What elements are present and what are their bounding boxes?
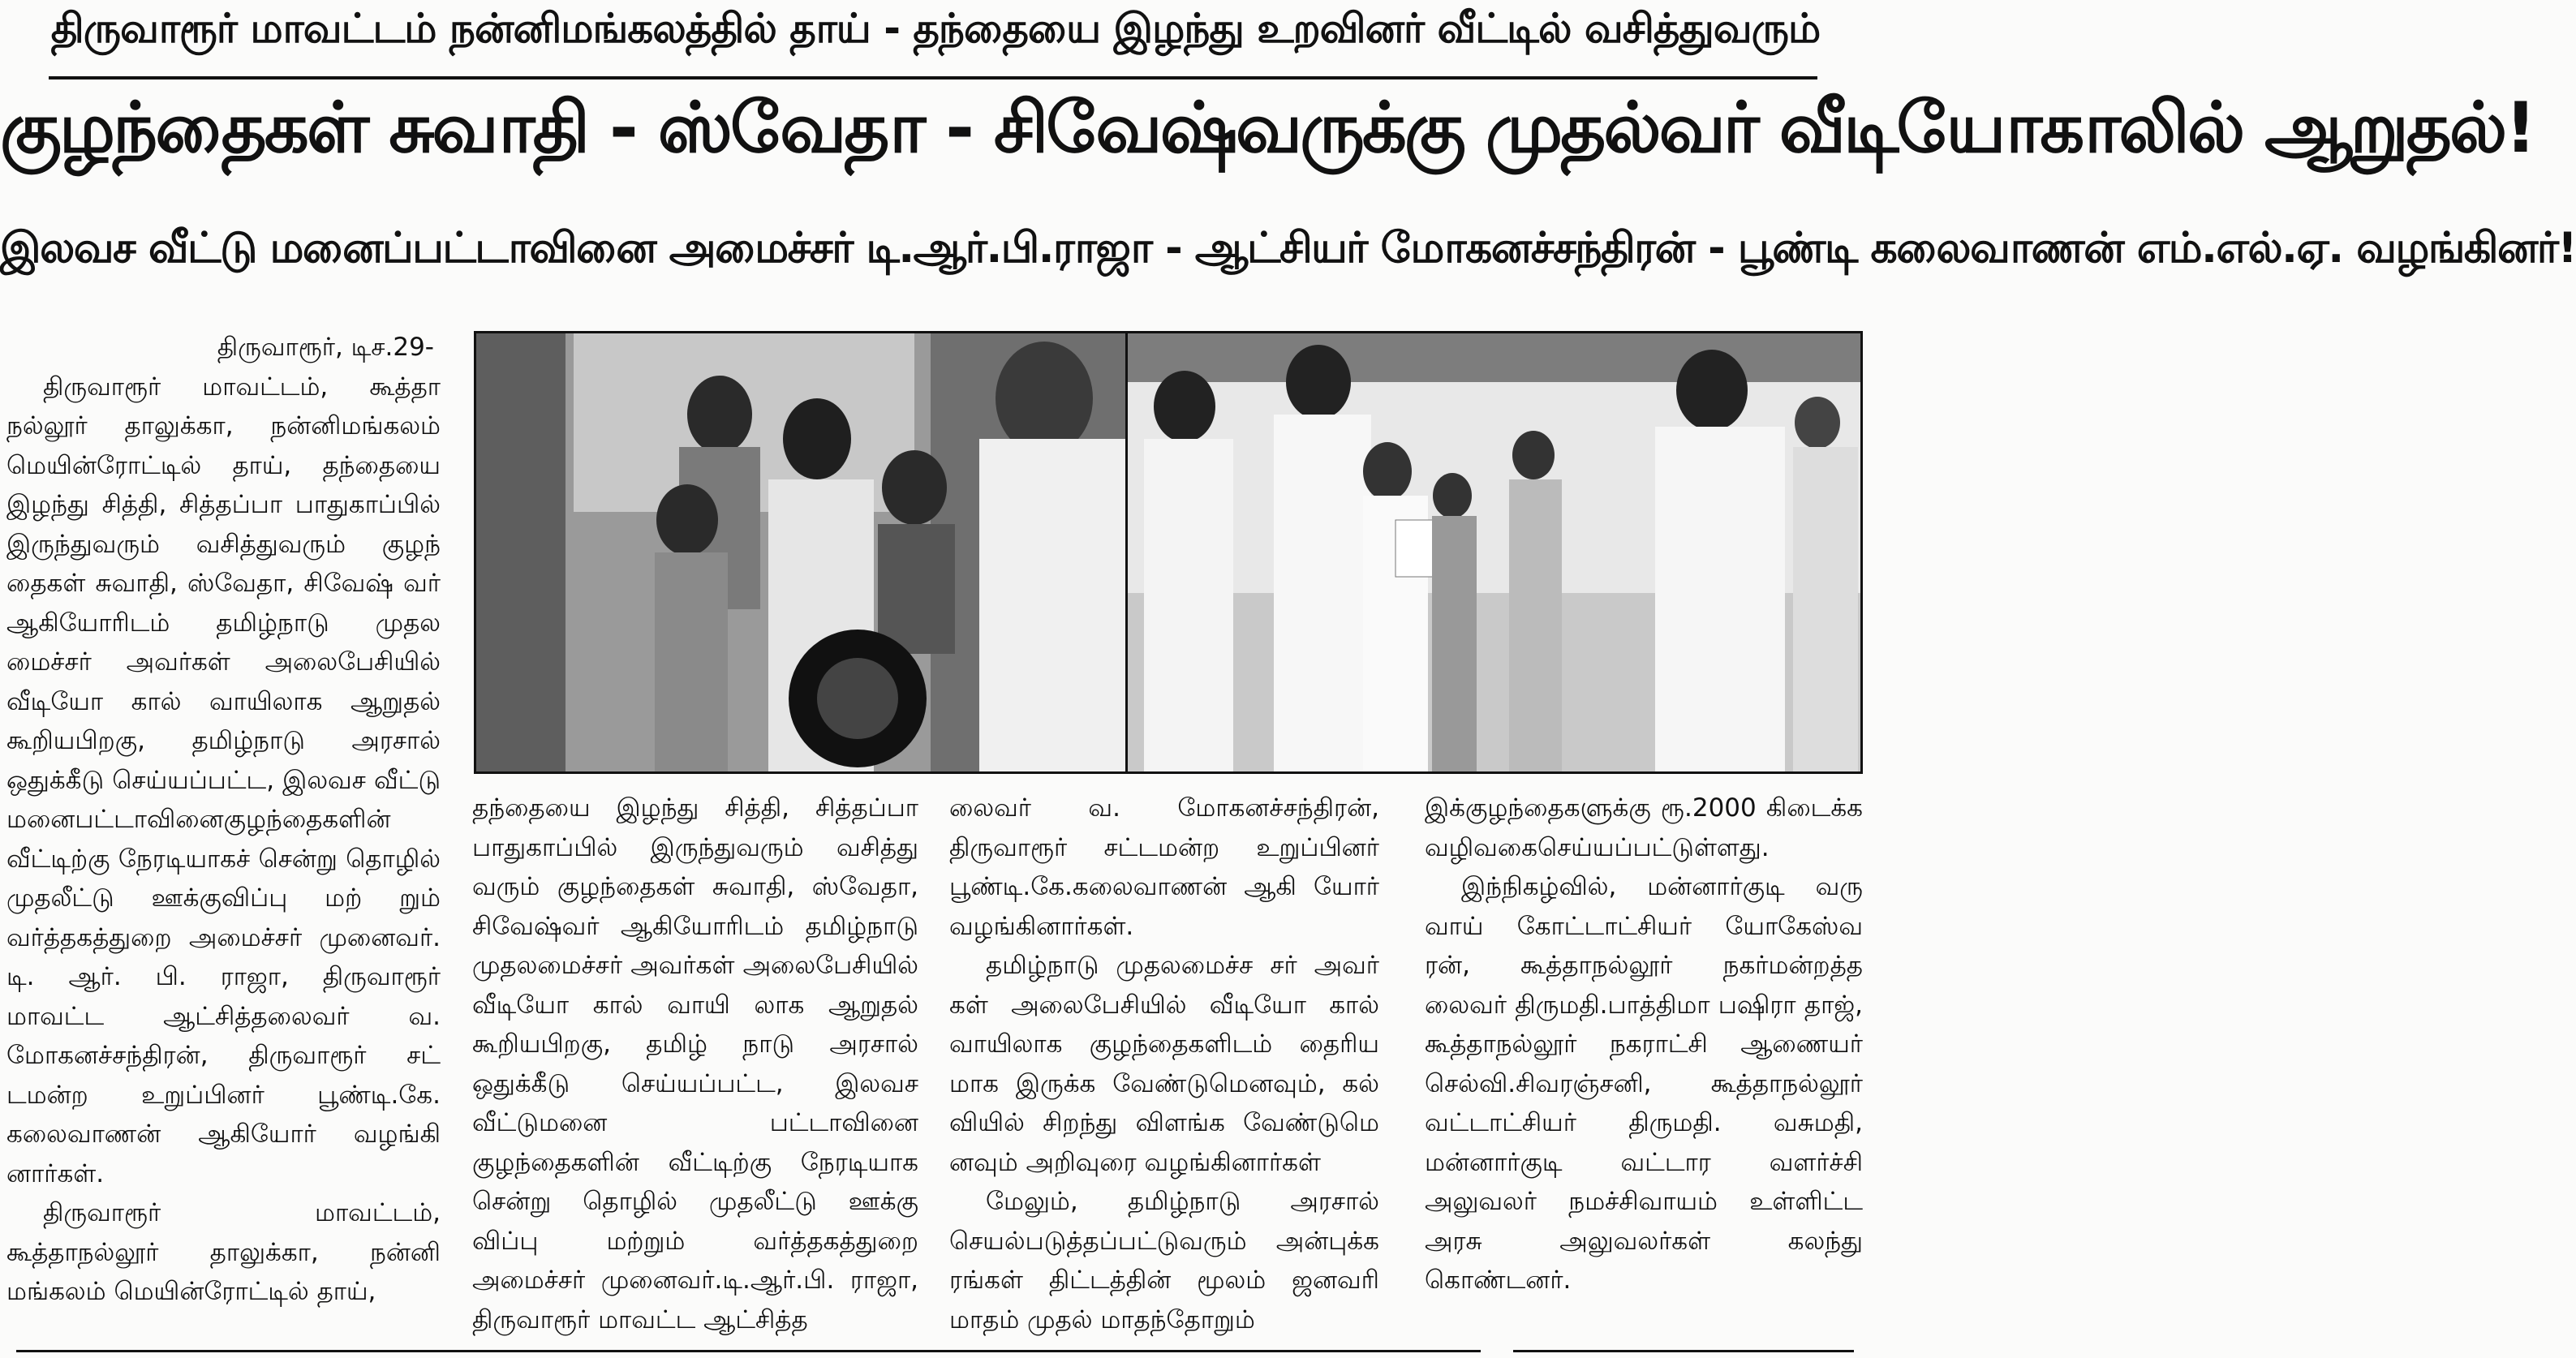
- bottom-divider-left: [16, 1350, 1481, 1352]
- article-column-1: [6, 328, 441, 1312]
- paragraph: திருவாரூர் மாவட்டம், கூத்தா நல்லூர் தாலுக்கா, நன்னிமங்கலம் மெயின்ரோட்டில் தாய், தந்தையை இழந்து சித்தி, சித்தப்பா பாதுகாப்பில் இருந்துவரும் வசித்துவரும் குழந் தைகள் சுவாதி, ஸ்வேதா, சிவேஷ் வர் ஆகியோரிடம் தமிழ்நாடு முதல மைச்சர் அவர்கள் அலைபேசியில் வீடியோ கால் வாயிலாக ஆறுதல் கூறியபிறகு, தமிழ்நாடு அரசால் ஒதுக்கீடு செய்யப்பட்ட, இலவச வீட்டு மனைபட்டாவினைகுழந்தைகளின் வீட்டிற்கு நேரடியாகச் சென்று தொழில் முதலீட்டு ஊக்குவிப்பு மற் றும் வர்த்தகத்துறை அமைச்சர் முனைவர். டி. ஆர். பி. ராஜா, திருவாரூர் மாவட்ட ஆட்சித்தலைவர் வ. மோகனச்சந்திரன், திருவாரூர் சட் டமன்ற உறுப்பினர் பூண்டி.கே. கலைவாணன் ஆகியோர் வழங்கி னார்கள்.: [6, 372, 441, 1188]
- main-headline: குழந்தைகள் சுவாதி - ஸ்வேதா - சிவேஷ்வருக்கு முதல்வர் வீடியோகாலில் ஆறுதல்!: [0, 88, 2535, 169]
- paragraph: லைவர் வ. மோகனச்சந்திரன், திருவாரூர் சட்டமன்ற உறுப்பினர் பூண்டி.கே.கலைவாணன் ஆகி யோர் வழங்கினார்கள்.: [949, 793, 1379, 941]
- paragraph: இக்குழந்தைகளுக்கு ரூ.2000 கிடைக்க வழிவகைசெய்யப்பட்டுள்ளது.: [1425, 793, 1863, 862]
- paragraph: தந்தையை இழந்து சித்தி, சித்தப்பா பாதுகாப்பில் இருந்துவரும் வசித்து வரும் குழந்தைகள் சுவாதி, ஸ்வேதா, சிவேஷ்வர் ஆகியோரிடம் தமிழ்நாடு முதலமைச்சர் அவர்கள் அலைபேசியில் வீடியோ கால் வாயி லாக ஆறுதல் கூறியபிறகு, தமிழ் நாடு அரசால் ஒதுக்கீடு செய்யப்பட்ட, இலவச வீட்டுமனை பட்டாவினை குழந்தைகளின் வீட்டிற்கு நேரடியாக சென்று தொழில் முதலீட்டு ஊக்கு விப்பு மற்றும் வர்த்தகத்துறை அமைச்சர் முனைவர்.டி.ஆர்.பி. ராஜா, திருவாரூர் மாவட்ட ஆட்சித்த: [472, 793, 918, 1334]
- article-column-2: [472, 789, 918, 1339]
- kicker-headline: திருவாரூர் மாவட்டம் நன்னிமங்கலத்தில் தாய் - தந்தையை இழந்து உறவினர் வீட்டில் வசித்துவரும்: [50, 5, 1821, 52]
- paragraph: தமிழ்நாடு முதலமைச்ச சர் அவர் கள் அலைபேசியில் வீடியோ கால் வாயிலாக குழந்தைகளிடம் தைரிய மாக இருக்க வேண்டுமெனவும், கல் வியில் சிறந்து விளங்க வேண்டுமெ னவும் அறிவுரை வழங்கினார்கள்: [949, 951, 1379, 1177]
- article-column-4: [1425, 789, 1863, 1300]
- paragraph: இந்நிகழ்வில், மன்னார்குடி வரு வாய் கோட்டாட்சியர் யோகேஸ்வ ரன், கூத்தாநல்லூர் நகர்மன்றத்த லைவர் திருமதி.பாத்திமா பஷிரா தாஜ், கூத்தாநல்லூர் நகராட்சி ஆணையர் செல்வி.சிவரஞ்சனி, கூத்தாநல்லூர் வட்டாட்சியர் திருமதி. வசுமதி, மன்னார்குடி வட்டார வளர்ச்சி அலுவலர் நமச்சிவாயம் உள்ளிட்ட அரசு அலுவலர்கள் கலந்து கொண்டனர்.: [1425, 872, 1863, 1295]
- dateline: திருவாரூர், டிச.29-: [217, 333, 434, 362]
- photo-children-receiving-call: [474, 331, 1128, 774]
- photo-patta-handover: [1125, 331, 1863, 774]
- headline-divider: [49, 76, 1817, 80]
- paragraph: மேலும், தமிழ்நாடு அரசால் செயல்படுத்தப்பட்டுவரும் அன்புக்க ரங்கள் திட்டத்தின் மூலம் ஜனவரி மாதம் முதல் மாதந்தோறும்: [949, 1187, 1379, 1334]
- article-column-3: [949, 789, 1379, 1339]
- paragraph: திருவாரூர் மாவட்டம், கூத்தாநல்லூர் தாலுக்கா, நன்னி மங்கலம் மெயின்ரோட்டில் தாய்,: [6, 1198, 441, 1306]
- bottom-divider-right: [1513, 1350, 1854, 1352]
- photo-illustration: [1128, 333, 1860, 771]
- photo-illustration: [476, 333, 1125, 771]
- sub-headline: இலவச வீட்டு மனைப்பட்டாவினை அமைச்சர் டி.ஆர்.பி.ராஜா - ஆட்சியர் மோகனச்சந்திரன் - பூண்டி கலைவாணன் எம்.எல்.ஏ. வழங்கினர்!: [0, 224, 2576, 273]
